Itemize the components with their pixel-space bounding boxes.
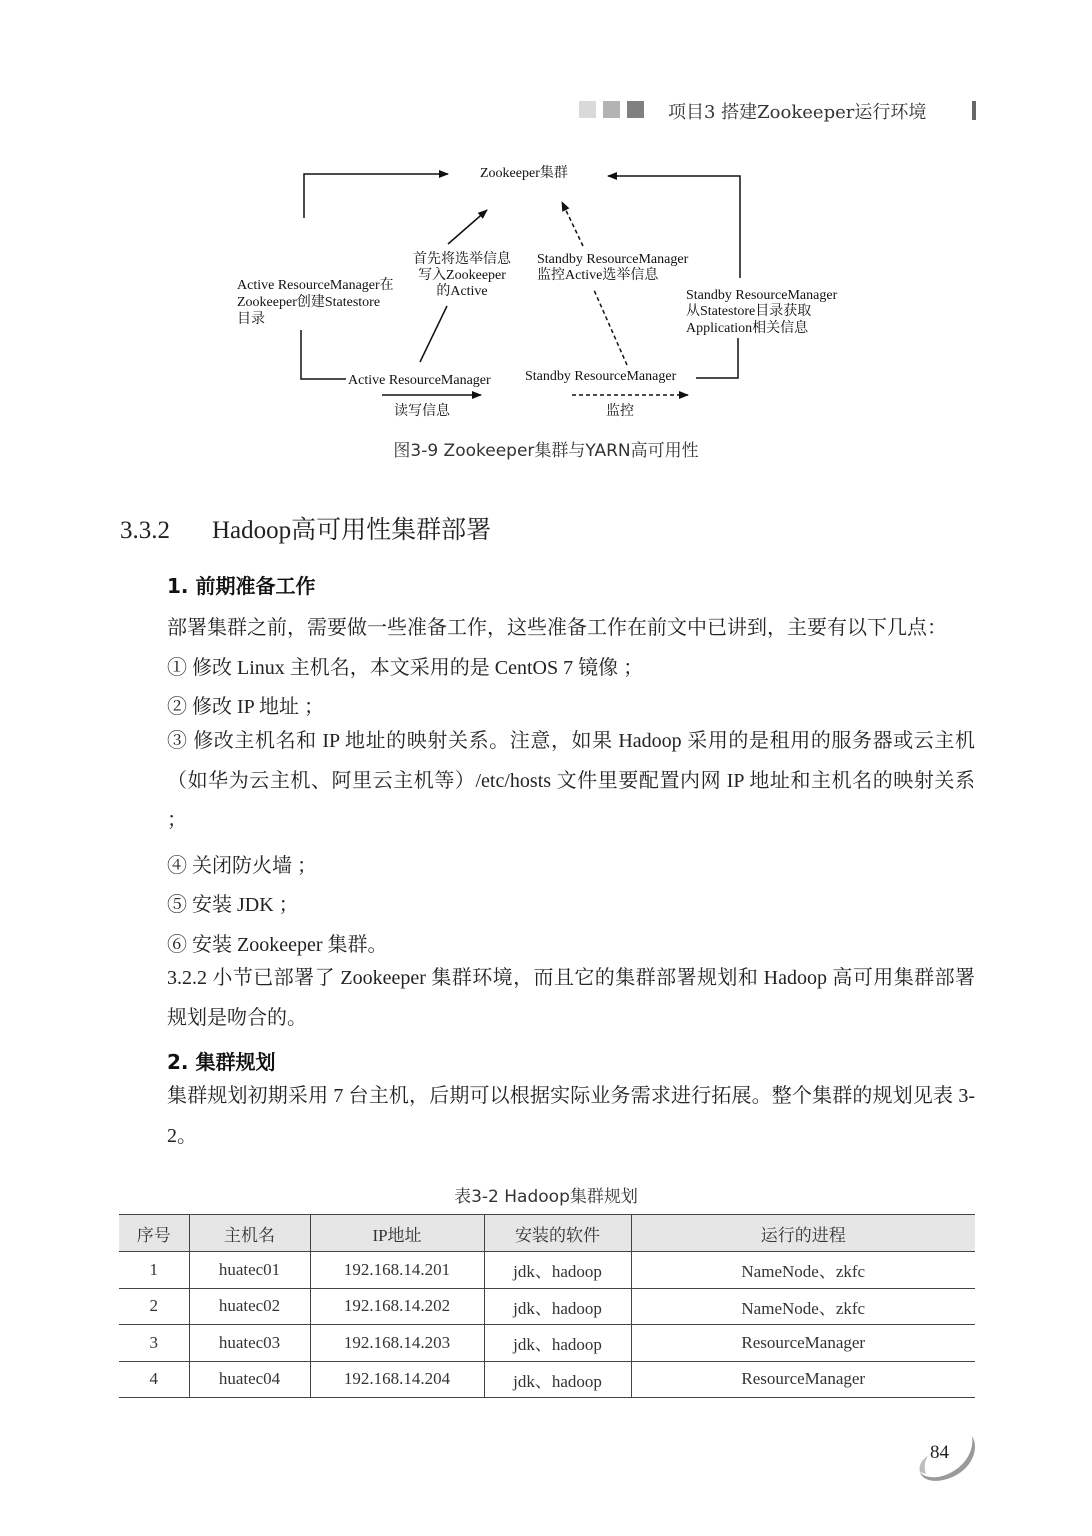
cell-processes: NameNode、zkfc [631,1288,975,1325]
table-row [119,1252,975,1289]
fig-left-box-line2: Zookeeper创建Statestore [237,295,381,310]
table-row [119,1361,975,1398]
prep-intro: 部署集群之前，需要做一些准备工作，这些准备工作在前文中已讲到，主要有以下几点： [167,617,947,639]
prep-item-5: ⑤ 安装 JDK ； [167,894,299,916]
cell-hostname: huatec04 [189,1361,310,1398]
prep-note-text: 3.2.2 小节已部署了 Zookeeper 集群环境，而且它的集群部署规划和 Hadoop 高可用集群部署规划是吻合的。 [167,967,975,1029]
cell-software: jdk、hadoop [484,1252,631,1289]
cell-software: jdk、hadoop [484,1361,631,1398]
fig-line-left-bottom [301,330,346,379]
prep-item-3 [120,722,975,841]
figure-diagram [0,150,1092,440]
section-heading [120,510,491,546]
fig-line-right-bottom [696,338,738,378]
cluster-plan-text-body: 集群规划初期采用 7 台主机，后期可以根据实际业务需求进行拓展。整个集群的规划见表 3-2。 [167,1085,975,1147]
cell-hostname: huatec01 [189,1252,310,1289]
fig-left-box-line1: Active ResourceManager在 [237,278,394,293]
table-row [119,1325,975,1362]
header-square-dark [627,101,644,118]
fig-mid-right-line2: 监控Active选举信息 [537,268,659,283]
cell-processes: ResourceManager [631,1325,975,1362]
cell-ip: 192.168.14.204 [310,1361,484,1398]
th-ip: IP地址 [310,1215,484,1252]
fig-arrow-left-top [304,174,448,218]
section-title-text: Hadoop高可用性集群部署 [212,517,492,544]
fig-right-box-line3: Application相关信息 [686,321,809,336]
subheading-cluster-plan: 2. 集群规划 [167,1050,276,1074]
cell-ip: 192.168.14.203 [310,1325,484,1362]
prep-item-1: ① 修改 Linux 主机名，本文采用的是 CentOS 7 镜像 ； [167,657,644,679]
prep-item-2: ② 修改 IP 地址 ； [167,696,325,718]
prep-item-6: ⑥ 安装 Zookeeper 集群。 [167,934,388,956]
th-hostname: 主机名 [189,1215,310,1252]
cell-ip: 192.168.14.201 [310,1252,484,1289]
header-square-mid [603,101,620,118]
header-bar [972,101,976,120]
table-header-row [119,1215,975,1252]
cell-hostname: huatec02 [189,1288,310,1325]
cluster-plan-table [119,1214,975,1398]
prep-note [120,959,975,1038]
cell-ip: 192.168.14.202 [310,1288,484,1325]
th-index: 序号 [119,1215,189,1252]
fig-arrow-active-upper [448,210,487,244]
fig-bottom-standby-rm: Standby ResourceManager [525,369,677,384]
header-square-light [579,101,596,118]
fig-arrow-standby-upper [562,202,583,246]
fig-left-box-line3: 目录 [237,312,265,327]
section-number: 3.3.2 [120,517,170,544]
cell-software: jdk、hadoop [484,1288,631,1325]
table-caption: 表3-2 Hadoop集群规划 [454,1187,638,1207]
page-number: 84 [930,1442,949,1463]
subheading-preparation: 1. 前期准备工作 [167,574,316,598]
fig-legend-dashed-label: 监控 [606,404,634,419]
fig-right-box-line1: Standby ResourceManager [686,288,838,303]
fig-legend-solid-label: 读写信息 [394,404,450,419]
figure-caption: 图3-9 Zookeeper集群与YARN高可用性 [393,441,699,461]
fig-mid-left-line1: 首先将选举信息 [413,252,511,267]
prep-item-4: ④ 关闭防火墙 ； [167,855,317,877]
cell-index: 4 [119,1361,189,1398]
fig-mid-right-line1: Standby ResourceManager [537,252,689,267]
cell-index: 1 [119,1252,189,1289]
fig-mid-left-line2: 写入Zookeeper [418,268,506,283]
fig-line-active-lower [420,306,447,362]
table-row [119,1288,975,1325]
th-processes: 运行的进程 [631,1215,975,1252]
header-title: 项目3 搭建Zookeeper运行环境 [668,102,927,123]
figure-zookeeper-yarn [0,150,1092,450]
fig-right-box-line2: 从Statestore目录获取 [686,304,812,319]
cell-index: 3 [119,1325,189,1362]
page-number-badge [914,1430,980,1486]
cell-processes: NameNode、zkfc [631,1252,975,1289]
running-header [0,96,1092,126]
cell-hostname: huatec03 [189,1325,310,1362]
cell-software: jdk、hadoop [484,1325,631,1362]
fig-mid-left-line3: 的Active [436,284,488,299]
fig-line-standby-lower [594,290,627,365]
cell-index: 2 [119,1288,189,1325]
fig-label-zookeeper-cluster: Zookeeper集群 [480,166,568,181]
fig-bottom-active-rm: Active ResourceManager [348,373,491,388]
prep-item-3-text: ③ 修改主机名和 IP 地址的映射关系。注意，如果 Hadoop 采用的是租用的服务器或云主机（如华为云主机、阿里云主机等）/etc/hosts 文件里要配置内网 IP 地址和主机名的映射关系 ； [167,730,975,831]
th-software: 安装的软件 [484,1215,631,1252]
cell-processes: ResourceManager [631,1361,975,1398]
cluster-plan-text [120,1077,975,1156]
